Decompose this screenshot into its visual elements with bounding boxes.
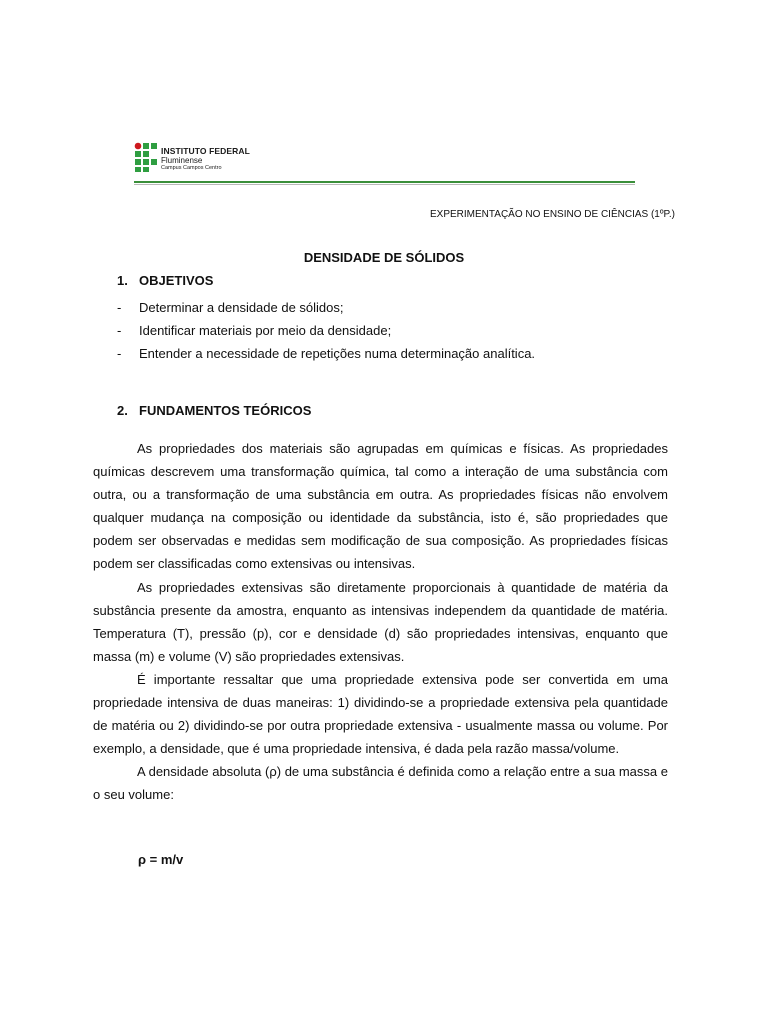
logo-institution-name: INSTITUTO FEDERAL (161, 146, 250, 156)
list-item-text: Identificar materiais por meio da densidade; (139, 323, 392, 338)
logo-text (161, 147, 250, 171)
list-item-text: Entender a necessidade de repetições numa determinação analítica. (139, 346, 536, 361)
paragraph: As propriedades extensivas são diretamente proporcionais à quantidade de matéria da substância presente da amostra, enquanto as intensivas independem da quantidade de matéria. Temperatura (T), pressão (p), cor e densidade (d) são propriedades intensivas, enquanto que massa (m) e volume (V) são propriedades extensivas. (93, 579, 668, 664)
section-heading-objetivos (117, 273, 213, 288)
list-item (117, 296, 535, 319)
section-number: 2. (117, 403, 128, 418)
logo-campus: Campus Campos Centro (161, 164, 222, 171)
course-name: EXPERIMENTAÇÃO NO ENSINO DE CIÊNCIAS (1ºP.) (430, 209, 675, 220)
header-divider (134, 181, 635, 185)
density-formula: ρ = m/v (138, 852, 184, 867)
list-item (117, 342, 535, 365)
document-title: DENSIDADE DE SÓLIDOS (303, 250, 465, 265)
paragraph: A densidade absoluta (ρ) de uma substância é definida como a relação entre a sua massa e o seu volume: (93, 764, 668, 803)
objectives-list (117, 296, 535, 365)
list-dash: - (117, 323, 122, 338)
list-dash: - (117, 300, 122, 315)
list-dash: - (117, 346, 122, 361)
body-text (93, 437, 668, 807)
section-title: OBJETIVOS (139, 273, 214, 288)
paragraph: É importante ressaltar que uma propriedade extensiva pode ser convertida em uma propriedade intensiva de duas maneiras: 1) dividindo-se a propriedade extensiva pela quantidade de matéria ou 2) dividindo-se por outra propriedade extensiva - usualmente massa ou volume. Por exemplo, a densidade, que é uma propriedade intensiva, é dada pela razão massa/volume. (93, 671, 668, 757)
paragraph: As propriedades dos materiais são agrupadas em químicas e físicas. As propriedades químicas descrevem uma transformação química, tal como a interação de uma substância com outra, ou a transformação de uma substância em outra. As propriedades físicas não envolvem qualquer mudança na composição ou identidade da substância, isto é, são propriedades que podem ser observadas e medidas sem modificação de sua composição. As propriedades físicas podem ser classificadas como extensivas ou intensivas. (93, 441, 668, 572)
logo-institution-subname: Fluminense (161, 155, 203, 165)
list-item (117, 319, 535, 342)
list-item-text: Determinar a densidade de sólidos; (139, 300, 344, 315)
institution-logo (134, 142, 264, 174)
section-number: 1. (117, 273, 128, 288)
section-heading-fundamentos (117, 403, 311, 418)
if-logo-icon (134, 142, 158, 172)
section-title: FUNDAMENTOS TEÓRICOS (139, 403, 312, 418)
